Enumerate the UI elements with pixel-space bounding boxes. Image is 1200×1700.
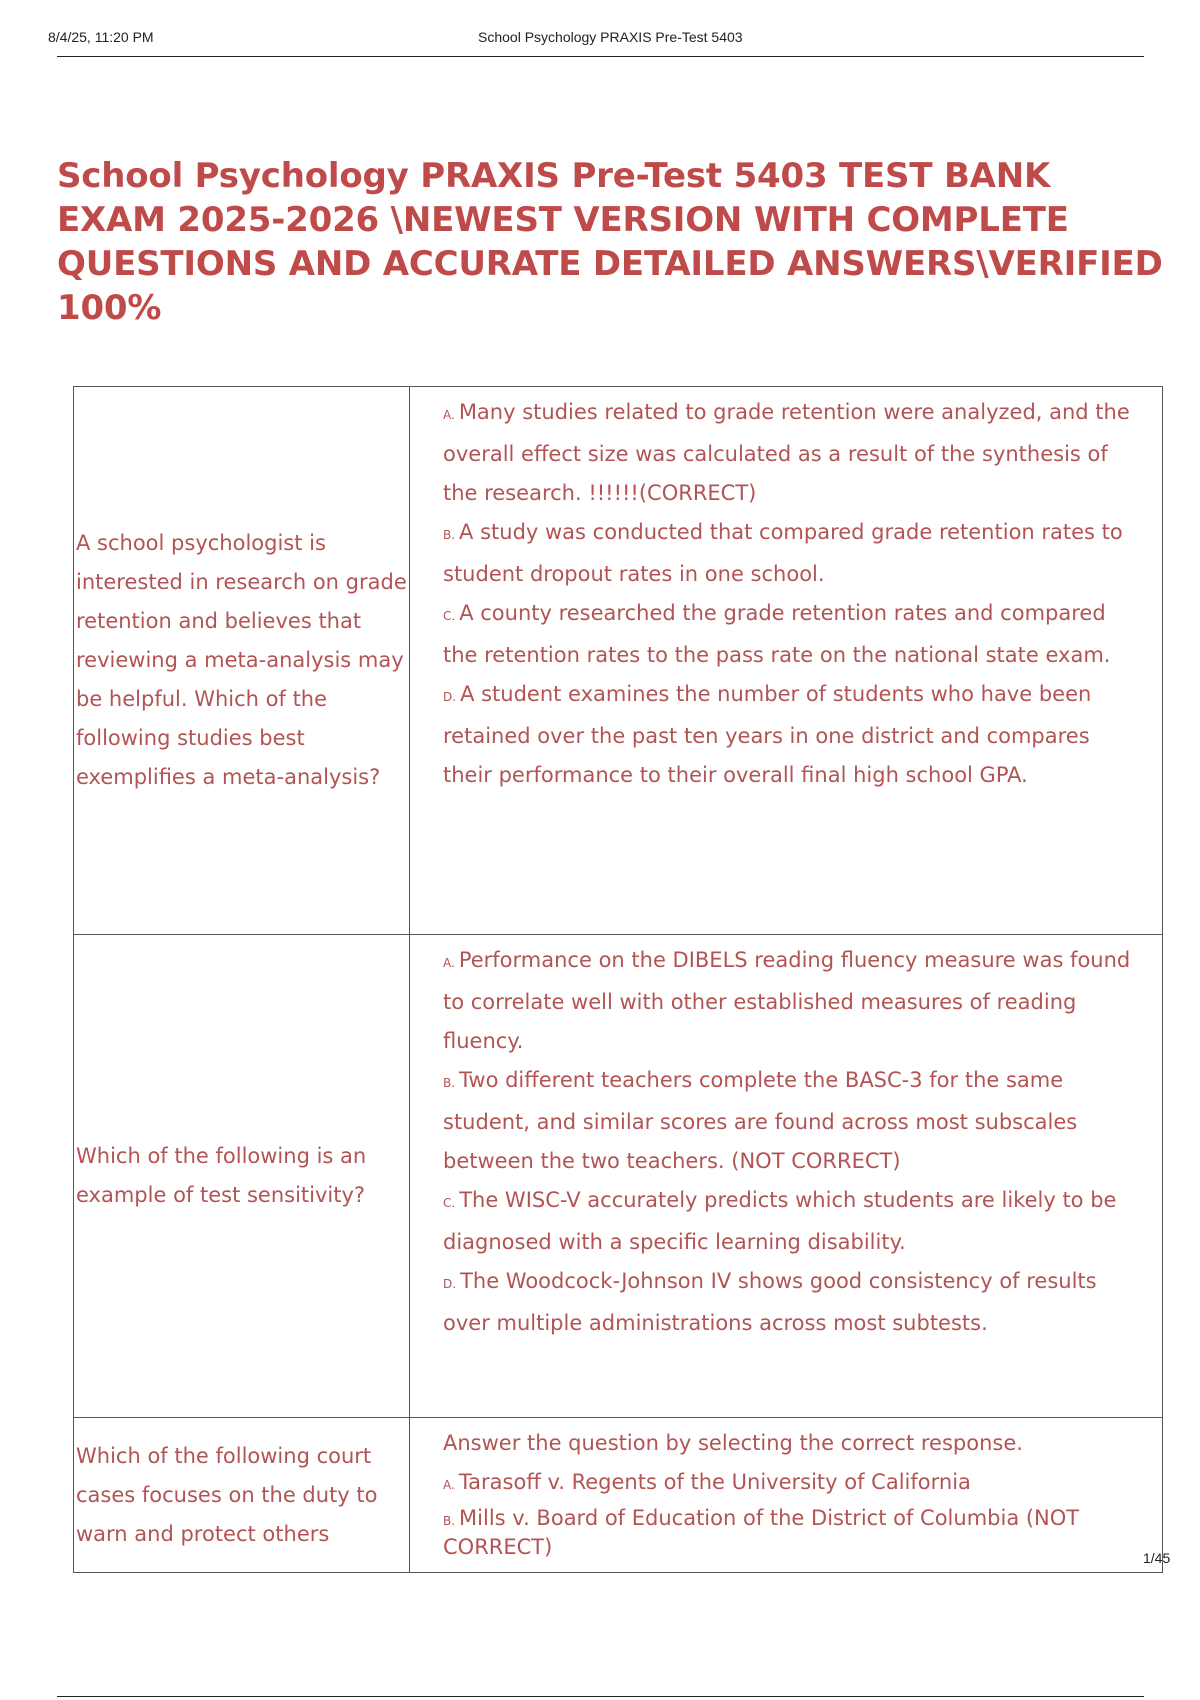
option-text: A county researched the grade retention rates and compared the retention rates to the pass rate on the national state exam. [443, 601, 1111, 667]
answer-cell [410, 387, 1163, 935]
answer-cell [410, 935, 1163, 1418]
option-letter: D. [443, 690, 457, 704]
document-title: School Psychology PRAXIS Pre-Test 5403 TEST BANK EXAM 2025-2026 \NEWEST VERSION WITH COMPLETE QUESTIONS AND ACCURATE DETAILED ANSWERS\VERIFIED 100% [57, 156, 1163, 328]
print-datetime: 8/4/25, 11:20 PM [48, 29, 154, 45]
option-letter: A. [443, 1478, 455, 1492]
question-table [73, 386, 1163, 1573]
answer-option [443, 1505, 1142, 1560]
answer-cell [410, 1418, 1163, 1573]
answer-option [443, 513, 1142, 594]
print-header [0, 0, 1200, 60]
answer-instruction: Answer the question by selecting the correct response. [443, 1431, 1023, 1455]
footer-divider [57, 1696, 1144, 1697]
option-text: Two different teachers complete the BASC-3 for the same student, and similar scores are found across most subscales between the two teachers. (NOT CORRECT) [443, 1068, 1078, 1173]
table-row [74, 387, 1163, 935]
page-number: 1/45 [1143, 1550, 1171, 1566]
option-letter: A. [443, 408, 455, 422]
header-divider [57, 56, 1144, 57]
question-cell: A school psychologist is interested in research on grade retention and believes that reviewing a meta-analysis may be helpful. Which of the following studies best exemplifies a meta-analysis? [74, 387, 410, 935]
option-letter: D. [443, 1277, 457, 1291]
answer-option [443, 594, 1142, 675]
option-text: The WISC-V accurately predicts which students are likely to be diagnosed with a specific learning disability. [443, 1188, 1117, 1254]
option-text: Tarasoff v. Regents of the University of California [458, 1470, 971, 1494]
option-text: Performance on the DIBELS reading fluency measure was found to correlate well with other established measures of reading fluency. [443, 948, 1131, 1053]
answer-option [443, 675, 1142, 795]
answer-option [443, 1463, 1142, 1505]
option-text: The Woodcock-Johnson IV shows good consistency of results over multiple administrations across most subtests. [443, 1269, 1097, 1335]
answer-option [443, 393, 1142, 513]
answer-option [443, 1181, 1142, 1262]
table-row [74, 935, 1163, 1418]
option-letter: C. [443, 609, 456, 623]
option-letter: B. [443, 1514, 456, 1528]
answer-option [443, 941, 1142, 1061]
option-text: Mills v. Board of Education of the District of Columbia (NOT CORRECT) [443, 1506, 1080, 1559]
question-cell: Which of the following court cases focuses on the duty to warn and protect others [74, 1418, 410, 1573]
option-letter: C. [443, 1196, 456, 1210]
print-header-title: School Psychology PRAXIS Pre-Test 5403 [478, 29, 743, 45]
table-row [74, 1418, 1163, 1573]
option-text: Many studies related to grade retention were analyzed, and the overall effect size was calculated as a result of the synthesis of the research. !!!!!!(CORRECT) [443, 400, 1130, 505]
question-cell: Which of the following is an example of test sensitivity? [74, 935, 410, 1418]
answer-option [443, 1262, 1142, 1343]
option-letter: B. [443, 1076, 456, 1090]
option-letter: A. [443, 956, 455, 970]
option-text: A student examines the number of students who have been retained over the past ten years in one district and compares their performance to their overall final high school GPA. [443, 682, 1092, 787]
option-text: A study was conducted that compared grade retention rates to student dropout rates in one school. [443, 520, 1123, 586]
answer-option [443, 1061, 1142, 1181]
option-letter: B. [443, 528, 456, 542]
